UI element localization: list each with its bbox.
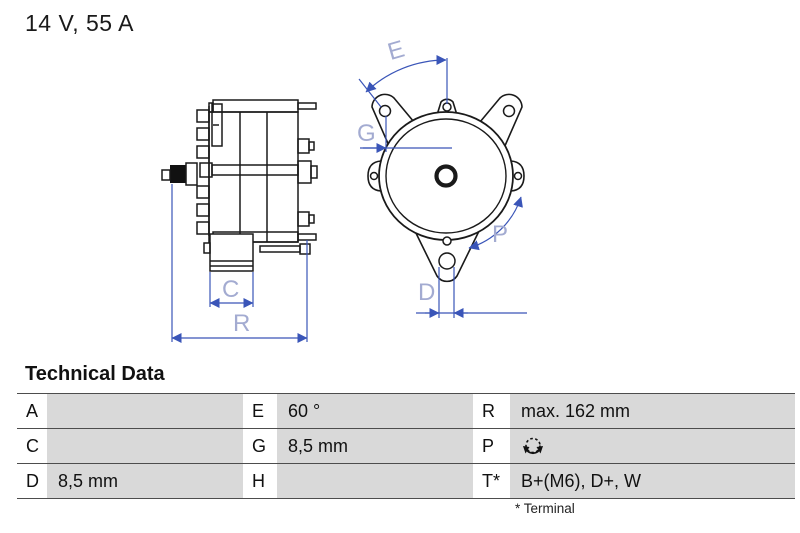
- housing-body: [209, 100, 316, 254]
- mounting-foot: [204, 234, 253, 271]
- cell-label-g: G: [243, 429, 277, 463]
- dimension-label-e: E: [384, 35, 408, 66]
- table-row: [17, 429, 795, 464]
- dimension-label-p: P: [492, 221, 509, 248]
- product-rating-text: 14 V, 55 A: [25, 10, 135, 36]
- dimension-label-d: D: [418, 279, 436, 306]
- pulley-shaft: [162, 163, 197, 185]
- table-row: [17, 464, 795, 499]
- cell-label-h: H: [243, 464, 277, 498]
- alternator-front-view: [368, 94, 524, 281]
- cell-label-t: T*: [473, 464, 510, 498]
- shaft-hole: [437, 167, 456, 186]
- cell-value-e: 60 °: [277, 394, 473, 428]
- cell-value-h: [277, 464, 473, 498]
- cell-value-p: [510, 429, 795, 463]
- table-row: [17, 394, 795, 429]
- cell-label-r: R: [473, 394, 510, 428]
- cell-label-a: A: [17, 394, 47, 428]
- dimension-label-g: G: [357, 120, 376, 147]
- terminal-footnote: * Terminal: [515, 501, 575, 516]
- terminal-bolts: [200, 139, 317, 226]
- cell-label-p: P: [473, 429, 510, 463]
- alternator-side-view: [162, 100, 317, 271]
- cell-value-d: 8,5 mm: [47, 464, 243, 498]
- dimension-label-r: R: [233, 310, 251, 337]
- cooling-ribs: [197, 106, 209, 236]
- rotation-clockwise-icon: [521, 436, 545, 457]
- technical-data-title: Technical Data: [25, 363, 165, 385]
- cell-value-c: [47, 429, 243, 463]
- cell-value-r: max. 162 mm: [510, 394, 795, 428]
- cell-value-t: B+(M6), D+, W: [510, 464, 795, 498]
- cell-label-e: E: [243, 394, 277, 428]
- cell-label-c: C: [17, 429, 47, 463]
- dimension-label-c: C: [222, 276, 240, 303]
- cell-value-g: 8,5 mm: [277, 429, 473, 463]
- cell-label-d: D: [17, 464, 47, 498]
- technical-data-table: [17, 393, 795, 499]
- cell-value-a: [47, 394, 243, 428]
